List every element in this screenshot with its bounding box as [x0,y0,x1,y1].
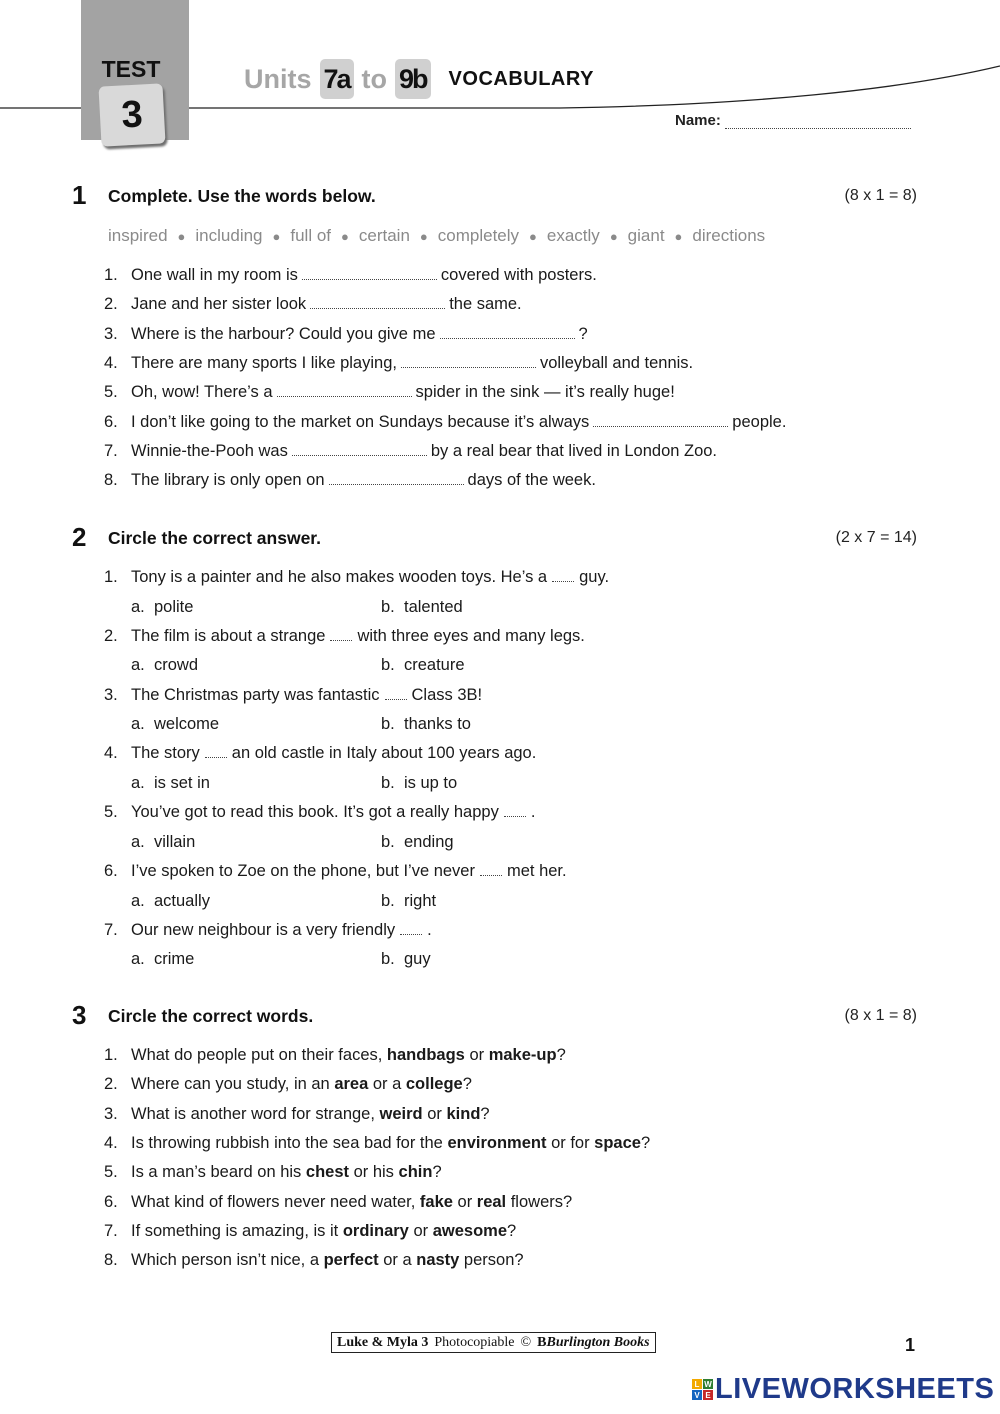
item-text: or a [378,1251,417,1270]
option-text: actually [154,891,210,910]
footer-photocopiable: Photocopiable [434,1334,515,1350]
option-text: polite [154,597,194,616]
answer-blank [385,691,407,700]
option-letter: b. [381,656,395,675]
option-a[interactable] [131,833,195,852]
option-letter: b. [381,597,395,616]
item-text: or [464,1046,489,1064]
word-bank-word: directions [692,226,766,245]
item-text: Where can you study, in an [131,1075,335,1094]
section-score: (8 x 1 = 8) [844,1007,917,1024]
question-item [104,1222,516,1241]
option-letter: a. [131,950,145,969]
item-number: 3. [104,685,118,704]
question-item [104,803,535,822]
item-text: The story [131,744,200,763]
item-text: ? [462,1075,472,1094]
item-text: days of the week. [467,471,596,490]
section-number: 2 [72,522,87,552]
item-number: 2. [104,626,118,645]
word-choice[interactable]: weird [379,1104,423,1123]
item-number: 2. [104,1075,118,1094]
item-text: Oh, wow! There’s a [131,383,273,402]
exercise-item [104,295,522,314]
question-item [104,627,585,646]
name-blank[interactable] [725,116,911,129]
answer-blank [480,867,502,876]
option-letter: b. [381,715,395,734]
option-text: crime [154,950,195,969]
word-choice[interactable]: ordinary [342,1221,409,1240]
exercise-item [104,413,786,432]
item-text: with three eyes and many legs. [357,626,585,645]
footer-title: Luke & Myla 3 [337,1334,429,1350]
option-text: crowd [154,656,199,675]
answer-blank[interactable] [292,447,427,456]
item-text: ? [640,1133,651,1152]
word-bank-word: exactly [546,226,600,245]
section-score: (8 x 1 = 8) [844,187,917,204]
category-label: VOCABULARY [448,67,594,90]
item-text: What do people put on their faces, [131,1046,387,1064]
item-text: The library is only open on [131,471,325,490]
word-bank-word: giant [627,226,665,245]
unit-from-chip: 7a [320,59,354,99]
item-text: Which person isn’t nice, a [131,1251,324,1270]
item-text: One wall in my room is [131,266,298,284]
item-number: 8. [104,1251,118,1270]
exercise-item [104,383,675,402]
units-word: Units [244,63,312,94]
option-text: thanks to [404,715,471,734]
name-field [675,112,911,129]
exercise-item [104,325,588,344]
question-item [104,862,567,881]
item-text: ? [578,324,588,343]
option-b[interactable] [381,892,436,911]
item-text: If something is amazing, is it [131,1221,343,1240]
item-number: 6. [104,1192,118,1211]
word-choice[interactable]: chin [398,1163,433,1182]
item-text: The Christmas party was fantastic [131,685,380,704]
liveworksheets-logo-icon [692,1379,713,1400]
word-choice[interactable]: kind [446,1104,481,1123]
question-item [104,1134,650,1153]
item-text: . [427,920,432,939]
page-number: 1 [905,1335,916,1355]
option-b[interactable] [381,715,471,734]
word-choice[interactable]: fake [419,1192,453,1211]
item-text: Where is the harbour? Could you give me [131,324,436,343]
section-number: 1 [72,180,87,210]
item-text: Class 3B! [411,685,483,704]
answer-blank [205,749,227,758]
exercise-item [104,266,597,285]
word-choice[interactable]: nasty [416,1251,460,1270]
item-text: I don’t like going to the market on Sundays because it’s always [131,412,590,431]
item-text: or for [546,1133,595,1152]
option-text: creature [404,656,465,675]
item-text: volleyball and tennis. [539,353,694,372]
item-number: 5. [104,383,118,402]
option-b[interactable] [381,656,465,675]
item-text: ? [507,1221,517,1240]
bullet-icon: ● [177,228,186,244]
logo-square: E [703,1390,713,1400]
option-b[interactable] [381,774,457,793]
footer-credit [331,1332,656,1353]
item-text: flowers? [506,1192,573,1211]
item-number: 4. [104,744,118,763]
item-number: 7. [104,441,118,460]
question-item [104,921,432,940]
answer-blank[interactable] [440,330,575,339]
answer-blank[interactable] [277,388,412,397]
item-text: I’ve spoken to Zoe on the phone, but I’ve never [131,862,475,880]
option-letter: a. [131,891,145,910]
item-text: or a [368,1075,406,1094]
liveworksheets-brand[interactable] [692,1373,994,1406]
option-text: right [404,891,437,910]
item-number: 8. [104,471,118,490]
item-text: What kind of flowers never need water, [131,1192,420,1211]
unit-to-chip: 9b [395,59,431,99]
option-b[interactable] [381,833,454,852]
item-number: 5. [104,1163,118,1182]
footer-copyright: © [520,1334,532,1350]
question-item [104,1163,442,1182]
item-number: 1. [104,266,118,284]
item-text: . [530,803,536,822]
question-item [104,686,482,705]
section-1-heading [72,180,917,213]
item-number: 5. [104,803,118,822]
section-2-heading [72,522,917,555]
word-choice[interactable]: real [476,1192,507,1211]
section-title: Complete. Use the words below. [108,186,376,206]
exercise-item [104,471,596,490]
item-text: Our new neighbour is a very friendly [131,920,396,939]
item-text: or his [349,1163,399,1182]
option-text: guy [404,950,431,969]
bullet-icon: ● [341,228,349,244]
item-text: or [452,1192,477,1211]
item-text: ? [556,1046,566,1064]
item-text: person? [459,1251,524,1270]
section-title: Circle the correct answer. [108,528,322,548]
option-text: villain [154,832,196,851]
option-a[interactable] [131,774,210,793]
item-text: guy. [579,568,610,586]
option-b[interactable] [381,598,463,617]
word-choice[interactable]: awesome [432,1221,508,1240]
liveworksheets-wordmark: LIVEWORKSHEETS [715,1373,995,1405]
word-bank-word: completely [437,226,520,245]
word-choice[interactable]: space [594,1133,641,1152]
answer-blank [552,573,574,582]
bullet-icon: ● [674,228,683,244]
item-text: ? [432,1163,442,1182]
item-number: 4. [104,353,118,372]
option-letter: b. [381,832,395,851]
word-choice[interactable]: perfect [323,1251,379,1270]
answer-blank[interactable] [329,476,464,485]
item-text: or [408,1221,433,1240]
item-number: 6. [104,862,118,880]
item-text: Is throwing rubbish into the sea bad for the [131,1133,448,1152]
question-item [104,568,609,587]
logo-square: W [704,1379,712,1389]
bullet-icon: ● [609,228,618,244]
item-text: covered with posters. [440,266,597,284]
option-a[interactable] [131,950,194,969]
item-number: 7. [104,920,118,939]
question-item [104,1193,572,1212]
answer-blank[interactable] [593,418,728,427]
option-a[interactable] [131,892,210,911]
item-text: Is a man’s beard on his [131,1163,306,1182]
item-number: 6. [104,412,118,431]
item-text: people. [732,412,787,431]
question-item [104,744,536,763]
question-item [104,1046,566,1065]
section-title: Circle the correct words. [108,1006,314,1026]
option-a[interactable] [131,598,193,617]
option-letter: b. [381,950,395,969]
bullet-icon: ● [272,228,281,244]
exercise-item [104,354,693,373]
logo-square: V [692,1390,702,1400]
option-letter: a. [131,715,145,734]
option-text: ending [404,832,454,851]
option-letter: b. [381,773,395,792]
item-number: 4. [104,1133,118,1152]
word-bank-word: full of [290,226,332,245]
item-text: The film is about a strange [131,626,326,645]
item-text: spider in the sink — it’s really huge! [415,383,675,402]
item-text: by a real bear that lived in London Zoo. [430,441,718,460]
word-bank-word: inspired [108,226,168,245]
publisher-logo-icon: B [537,1334,547,1350]
section-score: (2 x 7 = 14) [835,529,917,546]
item-text: Winnie-the-Pooh was [131,441,288,460]
footer-publisher: Burlington Books [546,1334,650,1350]
answer-blank [400,926,422,935]
word-choice[interactable]: college [405,1075,463,1094]
word-bank [108,226,765,246]
answer-blank [330,632,352,641]
item-text: You’ve got to read this book. It’s got a really happy [131,803,499,822]
item-text: the same. [449,295,522,314]
item-number: 3. [104,324,118,343]
item-number: 1. [104,568,118,586]
option-a[interactable] [131,715,219,734]
answer-blank [504,808,526,817]
item-text: Jane and her sister look [131,295,307,314]
option-text: is up to [404,773,458,792]
word-bank-word: including [195,226,263,245]
answer-blank[interactable] [302,271,437,280]
item-text: Tony is a painter and he also makes wooden toys. He’s a [131,568,548,586]
to-word: to [361,63,388,94]
word-choice[interactable]: handbags [386,1046,465,1064]
units-heading [244,58,594,100]
test-number: 3 [98,83,165,146]
word-choice[interactable]: make-up [488,1046,557,1064]
bullet-icon: ● [529,228,537,244]
item-number: 1. [104,1046,118,1064]
item-text: ? [480,1104,490,1123]
logo-square: L [692,1379,702,1389]
section-3-heading [72,1000,917,1033]
item-text: or [422,1104,447,1123]
question-item [104,1251,524,1270]
exercise-item [104,442,717,461]
bullet-icon: ● [419,228,428,244]
item-text: met her. [506,862,567,880]
option-letter: b. [381,891,395,910]
option-text: talented [404,597,463,616]
question-item [104,1105,490,1124]
test-label: TEST [101,56,161,82]
option-text: is set in [154,773,210,792]
option-letter: a. [131,656,145,675]
item-number: 7. [104,1221,118,1240]
item-text: What is another word for strange, [131,1104,380,1123]
option-letter: a. [131,597,145,616]
option-letter: a. [131,773,145,792]
option-text: welcome [154,715,220,734]
item-number: 3. [104,1104,118,1123]
question-item [104,1075,472,1094]
answer-blank[interactable] [310,300,445,309]
section-number: 3 [72,1000,87,1030]
item-text: There are many sports I like playing, [131,353,397,372]
item-number: 2. [104,295,118,314]
word-choice[interactable]: area [334,1075,369,1094]
item-text: an old castle in Italy about 100 years ago. [231,744,537,763]
option-letter: a. [131,832,145,851]
option-a[interactable] [131,656,198,675]
word-choice[interactable]: environment [447,1133,547,1152]
word-bank-word: certain [358,226,410,245]
answer-blank[interactable] [401,359,536,368]
name-label: Name: [675,112,721,129]
option-b[interactable] [381,950,431,969]
word-choice[interactable]: chest [305,1163,349,1182]
